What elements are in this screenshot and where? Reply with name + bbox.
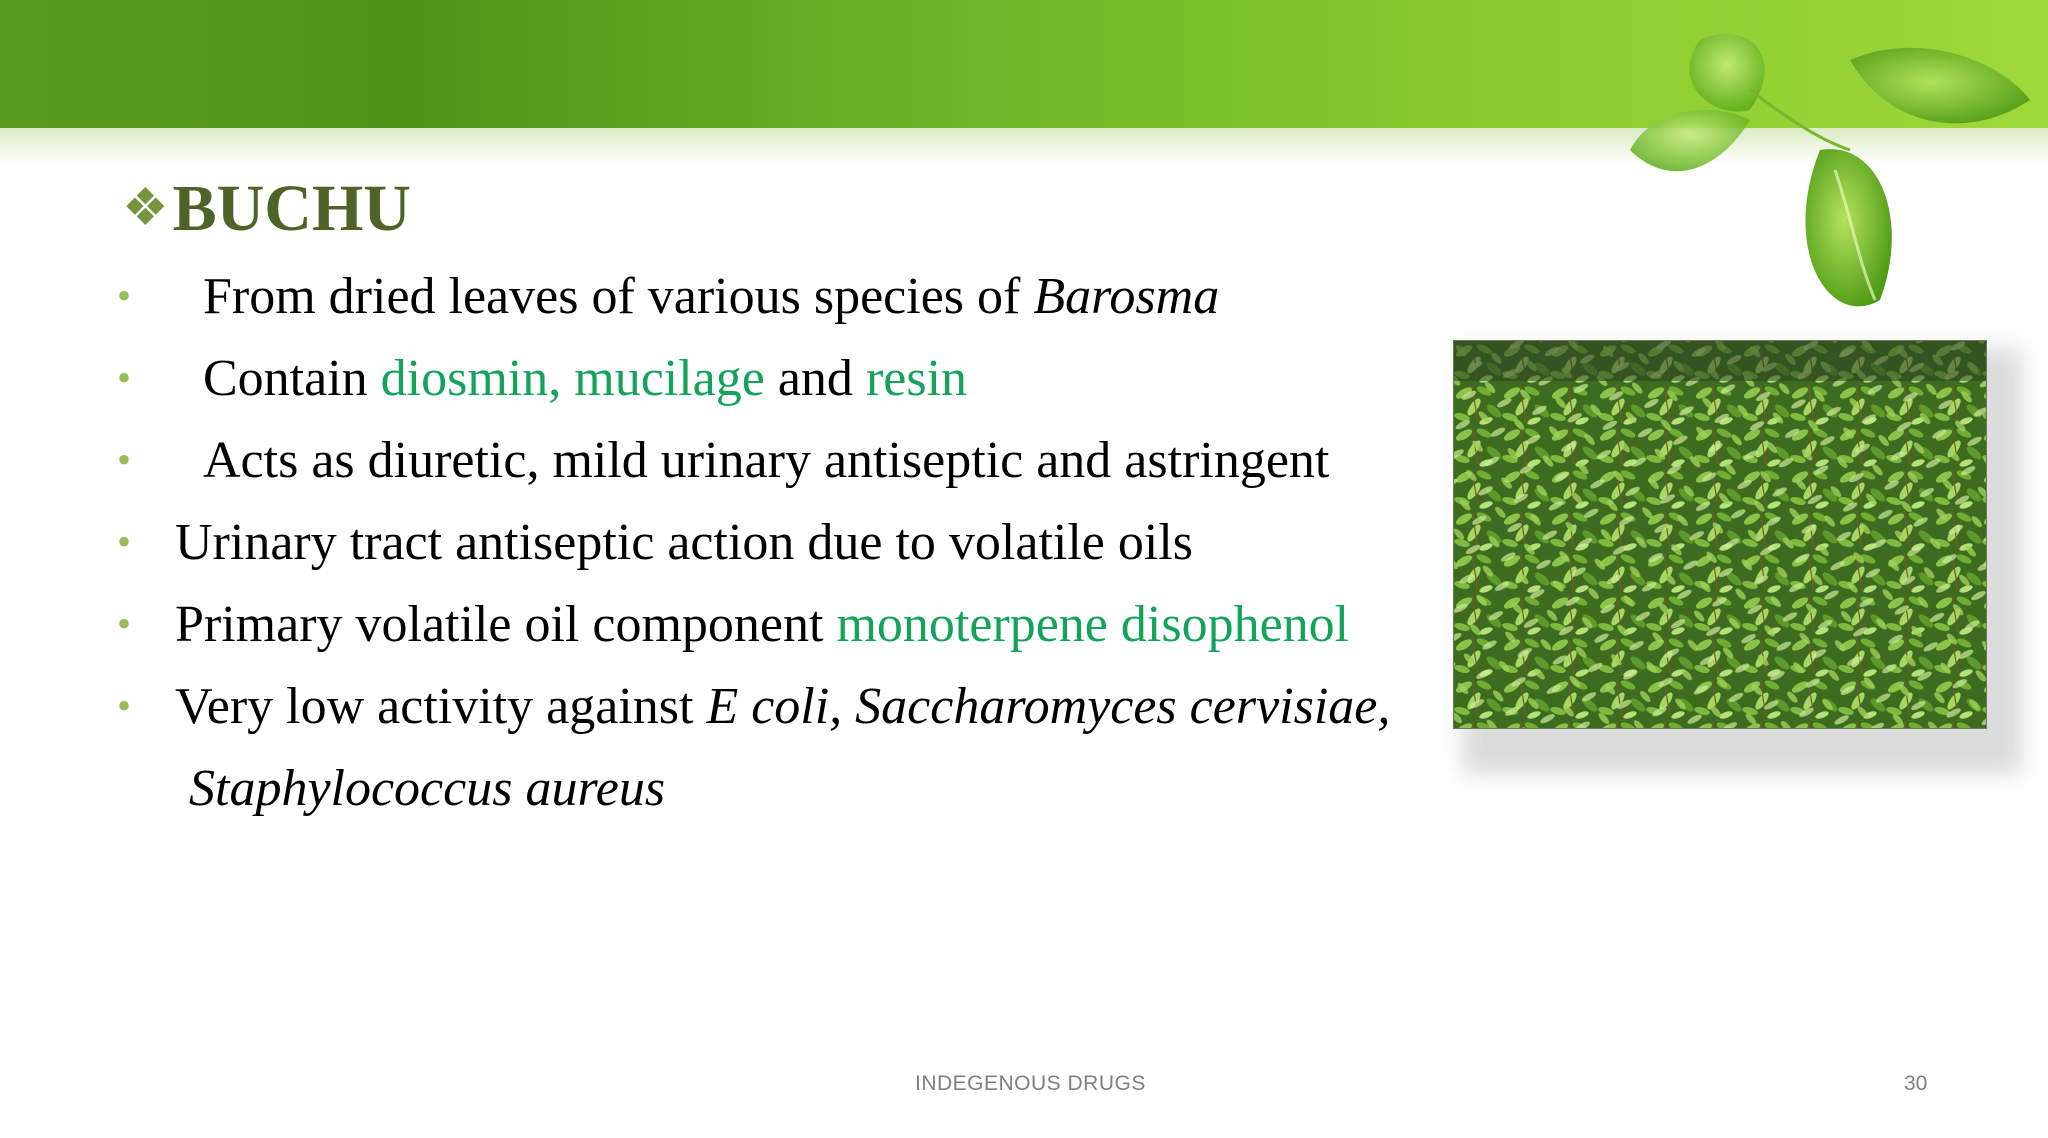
bullet-text: Contain diosmin, mucilage and resin <box>203 350 968 407</box>
plant-foliage-image <box>1454 341 1986 728</box>
decorative-leaves-icon <box>1590 0 2048 340</box>
slide-title <box>122 172 411 245</box>
bullet-dot-icon: • <box>117 273 132 318</box>
bullet-dot-icon: • <box>117 355 132 400</box>
slide-title-text: BUCHU <box>172 172 411 245</box>
bullet-dot-icon: • <box>117 601 132 646</box>
bullet-dot-icon: • <box>117 683 132 728</box>
page-number: 30 <box>1904 1072 1928 1095</box>
buchu-plant-photo <box>1453 340 1987 729</box>
bullet-dot-icon: • <box>117 519 132 564</box>
bullet-text: Very low activity against E coli, Saccharomyces cervisiae, <box>175 678 1391 735</box>
bullet-text: Urinary tract antiseptic action due to volatile oils <box>175 514 1194 571</box>
bullet-text: From dried leaves of various species of Barosma <box>203 268 1220 325</box>
diamond-four-bullet-icon: ❖ <box>122 180 169 237</box>
footer-title: INDEGENOUS DRUGS <box>915 1072 1146 1095</box>
bullet-text: Acts as diuretic, mild urinary antiseptic and astringent <box>203 432 1330 489</box>
bullet-dot-icon: • <box>117 437 132 482</box>
bullet-text: Primary volatile oil component monoterpene disophenol <box>175 596 1350 653</box>
bullet-text: Staphylococcus aureus <box>189 760 666 817</box>
